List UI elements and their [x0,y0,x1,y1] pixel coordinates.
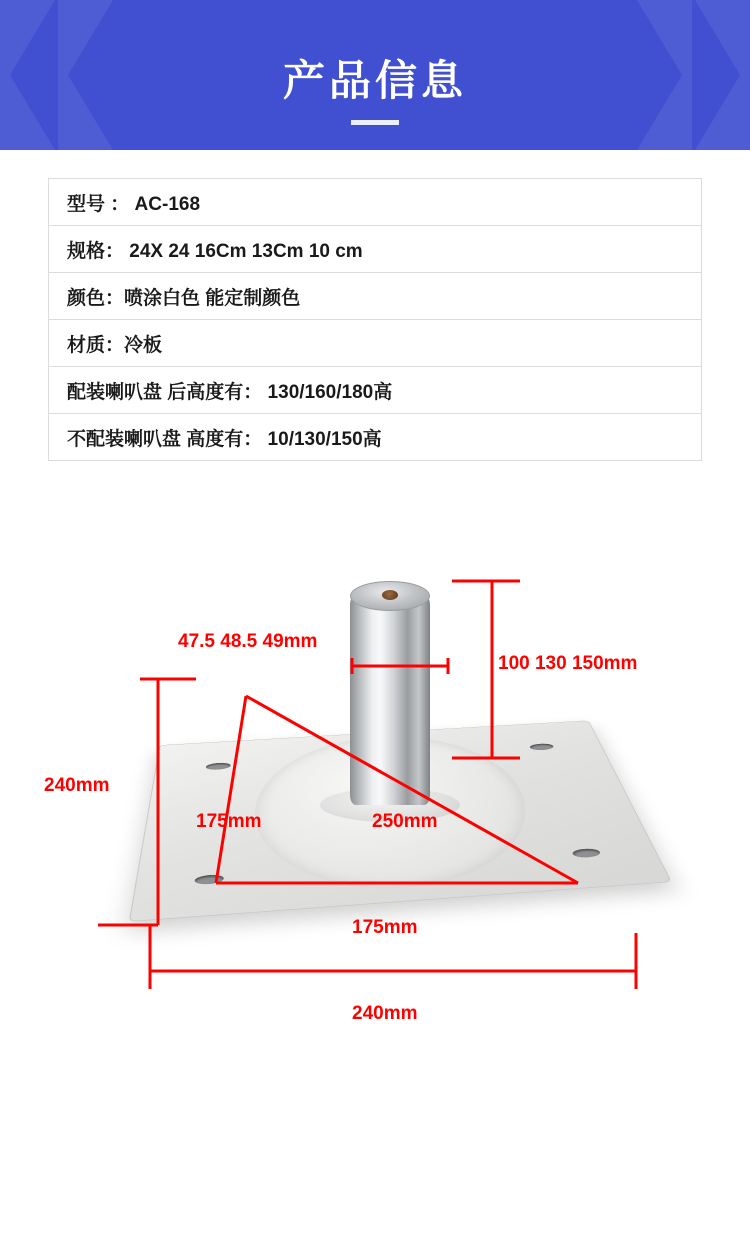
page-title: 产品信息 [282,57,467,104]
spec-table [48,178,702,461]
spec-model: 型号 ： AC-168 [67,193,201,215]
dim-plate-height: 240mm [44,775,110,796]
table-row [49,273,701,320]
table-row [49,320,701,367]
dim-hole-diagonal: 250mm [372,811,438,832]
screw-icon [382,590,398,600]
column-body [350,595,430,805]
table-row [49,414,701,461]
dim-hole-spacing-bottom: 175mm [352,917,418,938]
title-underline [351,120,399,125]
dim-column-diameter: 47.5 48.5 49mm [178,631,318,652]
spec-without-speaker-plate: 不配装喇叭盘 高度有： 10/130/150高 [67,428,382,450]
mounting-hole [529,743,555,751]
dim-column-height: 100 130 150mm [498,653,638,674]
dim-hole-spacing-left: 175mm [196,811,262,832]
mounting-hole [206,762,231,770]
spec-color: 颜色：喷涂白色 能定制颜色 [67,287,301,309]
dim-plate-width: 240mm [352,1003,418,1024]
mounting-hole [571,848,602,858]
column-top-cap [350,581,430,611]
table-row [49,179,701,226]
page-header-banner [0,0,750,150]
product-dimension-figure [0,553,750,1193]
spec-size: 规格： 24X 24 16Cm 13Cm 10 cm [67,240,363,262]
table-row [49,226,701,273]
mounting-hole [194,874,224,885]
table-row [49,367,701,414]
steel-column [350,581,430,806]
spec-material: 材质：冷板 [67,334,163,356]
spec-with-speaker-plate: 配装喇叭盘 后高度有： 130/160/180高 [67,381,393,403]
